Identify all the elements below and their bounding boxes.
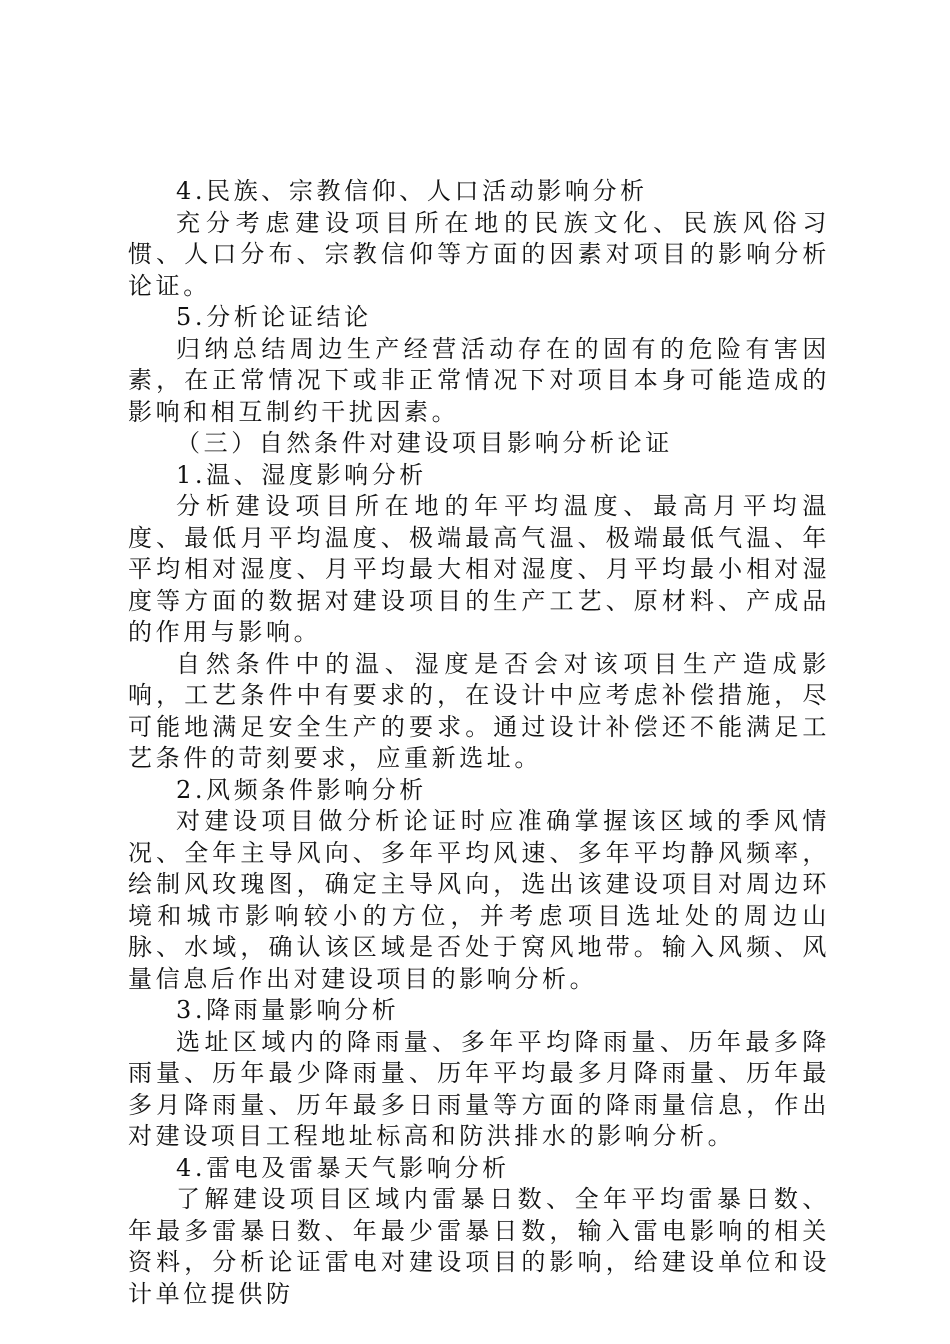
heading-temperature-humidity: 1.温、湿度影响分析 [176,460,427,489]
paragraph-conclusion: 归纳总结周边生产经营活动存在的固有的危险有害因素，在正常情况下或非正常情况下对项目本身可能造成的影响和相互制约干扰因素。 [128,334,830,426]
document-page [128,176,830,1310]
heading-ethnic-religion-population: 4.民族、宗教信仰、人口活动影响分析 [176,177,648,205]
paragraph-lightning: 了解建设项目区域内雷暴日数、全年平均雷暴日数、年最多雷暴日数、年最少雷暴日数，输入雷电影响的相关资料，分析论证雷电对建设项目的影响，给建设单位和设计单位提供防 [128,1185,830,1308]
section-heading-natural-conditions: （三）自然条件对建设项目影响分析论证 [176,429,673,457]
paragraph-rainfall: 选址区域内的降雨量、多年平均降雨量、历年最多降雨量、历年最少降雨量、历年平均最多月降雨量、历年最多月降雨量、历年最多日雨量等方面的降雨量信息，作出对建设项目工程地址标高和防洪排水的影响分析。 [128,1027,830,1150]
heading-lightning: 4.雷电及雷暴天气影响分析 [176,1153,510,1182]
paragraph-temperature-measures: 自然条件中的温、湿度是否会对该项目生产造成影响，工艺条件中有要求的，在设计中应考虑补偿措施，尽可能地满足安全生产的要求。通过设计补偿还不能满足工艺条件的苛刻要求，应重新选址。 [128,649,830,772]
heading-rainfall: 3.降雨量影响分析 [176,996,400,1024]
heading-wind-frequency: 2.风频条件影响分析 [176,775,427,804]
heading-analysis-conclusion: 5.分析论证结论 [176,303,372,331]
paragraph-wind: 对建设项目做分析论证时应准确掌握该区域的季风情况、全年主导风向、多年平均风速、多年平均静风频率，绘制风玫瑰图，确定主导风向，选出该建设项目对周边环境和城市影响较小的方位，并考虑项目选址处的周边山脉、水域，确认该区域是否处于窝风地带。输入风频、风量信息后作出对建设项目的影响分析。 [128,807,830,993]
paragraph-ethnic-religion: 充分考虑建设项目所在地的民族文化、民族风俗习惯、人口分布、宗教信仰等方面的因素对项目的影响分析论证。 [128,208,830,300]
paragraph-temperature-data: 分析建设项目所在地的年平均温度、最高月平均温度、最低月平均温度、极端最高气温、极端最低气温、年平均相对湿度、月平均最大相对湿度、月平均最小相对湿度等方面的数据对建设项目的生产工艺、原材料、产成品的作用与影响。 [128,492,830,646]
